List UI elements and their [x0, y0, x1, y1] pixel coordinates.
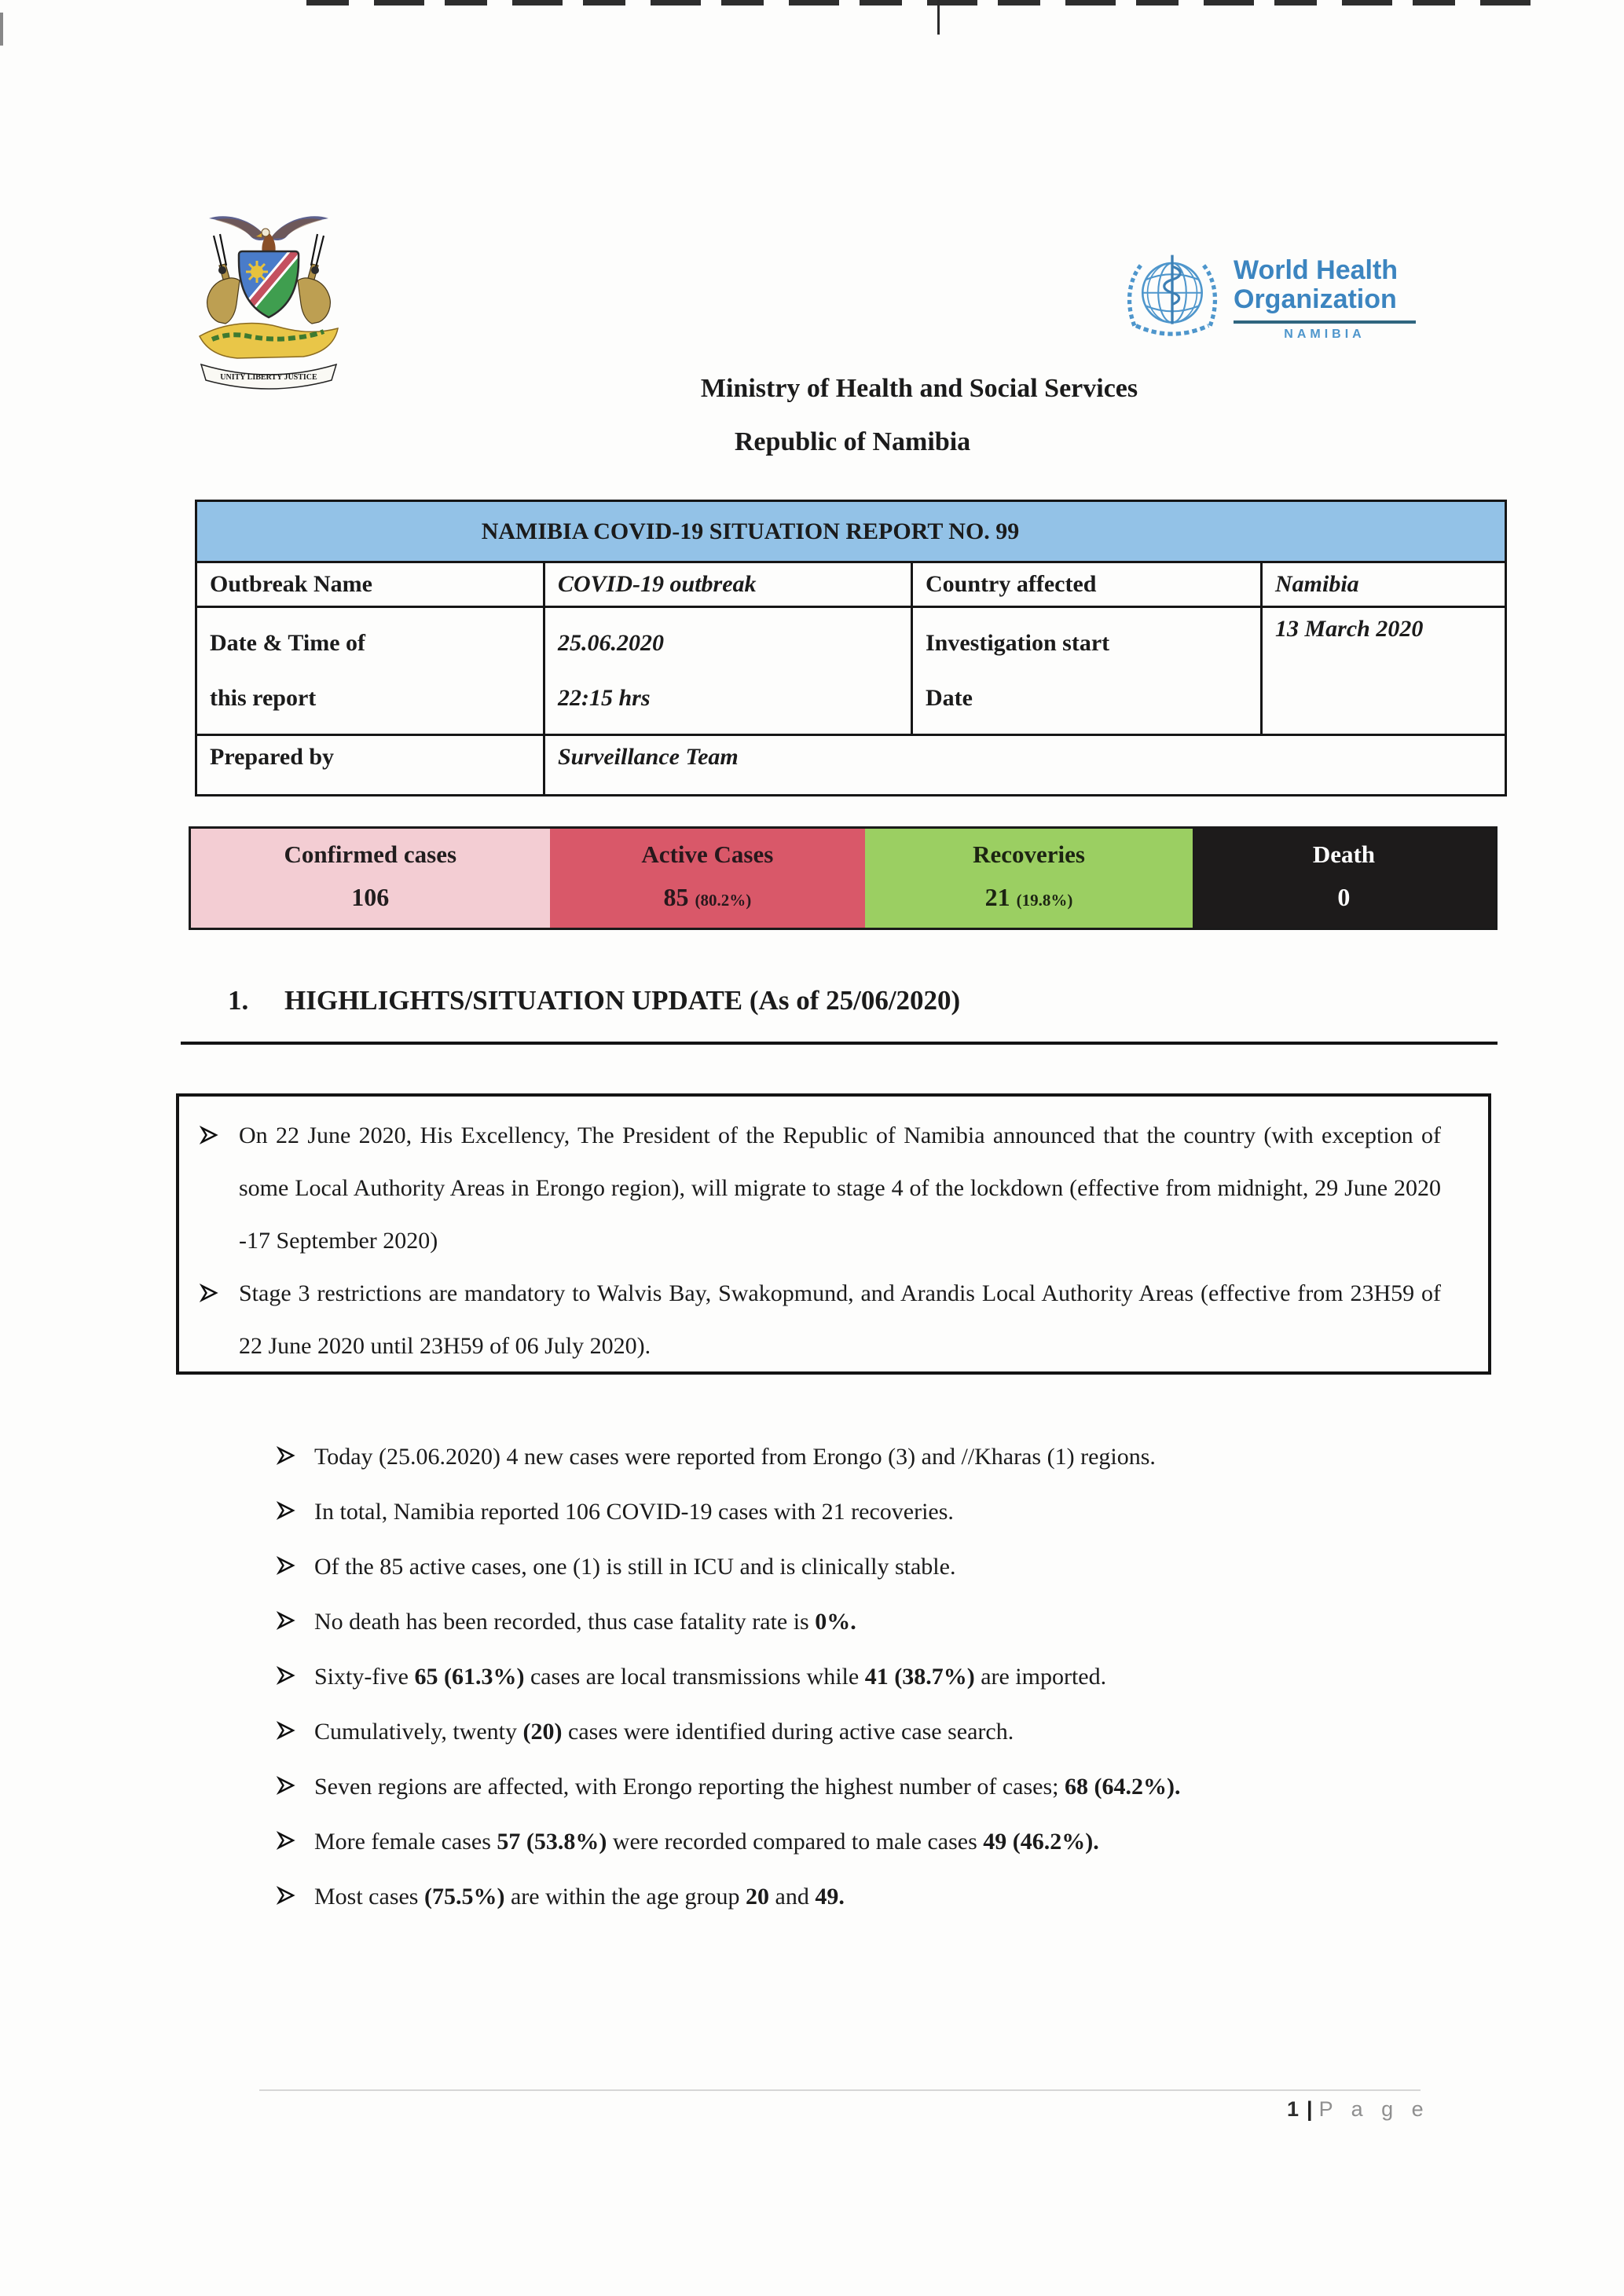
bullet-item	[277, 1869, 1518, 1924]
bullet-item	[195, 1109, 1461, 1267]
cell-date-time-label: Date & Time of this report	[196, 607, 544, 735]
stat-active-cases	[550, 829, 866, 928]
bullet-arrow-icon	[277, 1500, 295, 1525]
bullet-arrow-icon	[277, 1555, 295, 1580]
page-footer	[1287, 2097, 1430, 2122]
report-title-cell	[196, 501, 1506, 562]
section-number: 1.	[228, 985, 249, 1016]
cell-outbreak-name-value: COVID-19 outbreak	[544, 562, 912, 607]
section-title: HIGHLIGHTS/SITUATION UPDATE (As of 25/06/2020)	[284, 985, 961, 1016]
bullet-item	[277, 1540, 1518, 1595]
bullet-arrow-icon	[277, 1775, 295, 1800]
bullet-arrow-icon	[277, 1885, 295, 1910]
cell-outbreak-name-label: Outbreak Name	[196, 562, 544, 607]
scan-artifact	[306, 0, 1532, 5]
cell-investigation-label: Investigation start Date	[912, 607, 1262, 735]
bullet-text: No death has been recorded, thus case fatality rate is 0%.	[314, 1609, 856, 1635]
stat-label: Recoveries	[973, 840, 1085, 868]
stat-value: 106	[351, 883, 390, 911]
bullet-arrow-icon	[277, 1720, 295, 1745]
bullet-text: Cumulatively, twenty (20) cases were identified during active case search.	[314, 1719, 1014, 1745]
bullet-item	[277, 1814, 1518, 1869]
bullet-text: Today (25.06.2020) 4 new cases were reported from Erongo (3) and //Kharas (1) regions.	[314, 1444, 1156, 1470]
cell-prepared-by-value: Surveillance Team	[544, 735, 1506, 796]
page-separator: |	[1307, 2097, 1313, 2121]
scan-artifact	[0, 13, 3, 46]
bullet-item	[277, 1705, 1518, 1760]
scan-artifact	[937, 0, 940, 35]
cell-date-time-value: 25.06.2020 22:15 hrs	[544, 607, 912, 735]
stat-label: Confirmed cases	[284, 840, 457, 868]
bullet-item	[277, 1595, 1518, 1650]
stat-recoveries	[865, 829, 1193, 928]
report-title: NAMIBIA COVID-19 SITUATION REPORT NO. 99	[481, 518, 1020, 544]
stat-value: 85	[663, 883, 689, 911]
crest-motto: UNITY LIBERTY JUSTICE	[220, 373, 317, 382]
stat-value: 21	[984, 883, 1010, 911]
bullet-text: On 22 June 2020, His Excellency, The President of the Republic of Namibia announced that the country (with exception of some Local Authority Areas in Erongo region), will migrate to stage 4 of the lockdown (effective from midnight, 29 June 2020 -17 September 2020)	[239, 1122, 1441, 1254]
stat-deaths	[1193, 829, 1495, 928]
stat-percentage: (80.2%)	[695, 891, 752, 910]
cell-country-label: Country affected	[912, 562, 1262, 607]
case-summary-band	[189, 826, 1498, 930]
report-info-table	[195, 500, 1507, 796]
stat-value: 0	[1337, 883, 1351, 911]
cell-prepared-by-label: Prepared by	[196, 735, 544, 796]
bullet-text: In total, Namibia reported 106 COVID-19 cases with 21 recoveries.	[314, 1499, 954, 1525]
who-name-line2: Organization	[1234, 284, 1397, 314]
who-rule	[1234, 320, 1416, 324]
bullet-item	[195, 1267, 1461, 1372]
who-emblem-icon	[1122, 245, 1223, 349]
stat-label: Death	[1312, 840, 1376, 868]
namibia-coat-of-arms	[178, 204, 360, 393]
section-underline	[181, 1042, 1498, 1045]
situation-bullet-list	[277, 1430, 1518, 1924]
bullet-arrow-icon	[277, 1830, 295, 1855]
page-number: 1	[1287, 2097, 1300, 2121]
bullet-text: Stage 3 restrictions are mandatory to Walvis Bay, Swakopmund, and Arandis Local Authority Areas (effective from 23H59 of 22 June 2020 until 23H59 of 06 July 2020).	[239, 1280, 1441, 1359]
who-country-label: NAMIBIA	[1284, 328, 1366, 341]
bullet-text: More female cases 57 (53.8%) were recorded compared to male cases 49 (46.2%).	[314, 1829, 1099, 1855]
bullet-arrow-icon	[277, 1610, 295, 1635]
bullet-item	[277, 1650, 1518, 1705]
ministry-title: Ministry of Health and Social Services	[700, 374, 1138, 403]
cell-country-value: Namibia	[1262, 562, 1506, 607]
republic-title: Republic of Namibia	[734, 427, 971, 456]
bullet-text: Most cases (75.5%) are within the age group 20 and 49.	[314, 1884, 845, 1910]
bullet-text: Seven regions are affected, with Erongo reporting the highest number of cases; 68 (64.2%).	[314, 1774, 1181, 1800]
page-word: P a g e	[1318, 2097, 1430, 2121]
section-heading	[228, 985, 960, 1016]
stat-label: Active Cases	[641, 840, 774, 868]
who-name-line1: World Health	[1234, 255, 1399, 285]
stat-percentage: (19.8%)	[1016, 891, 1073, 910]
bullet-arrow-icon	[277, 1665, 295, 1690]
stat-confirmed-cases	[191, 829, 550, 928]
cell-investigation-value: 13 March 2020	[1262, 607, 1506, 735]
who-logo	[1122, 245, 1428, 349]
bullet-item	[277, 1485, 1518, 1540]
highlight-box	[176, 1093, 1491, 1375]
bullet-item	[277, 1760, 1518, 1814]
bullet-item	[277, 1430, 1518, 1485]
bullet-arrow-icon	[277, 1445, 295, 1470]
bullet-arrow-icon	[200, 1125, 218, 1149]
bullet-text: Sixty-five 65 (61.3%) cases are local transmissions while 41 (38.7%) are imported.	[314, 1664, 1107, 1690]
bullet-arrow-icon	[200, 1283, 218, 1307]
bullet-text: Of the 85 active cases, one (1) is still in ICU and is clinically stable.	[314, 1554, 956, 1580]
footer-rule	[259, 2089, 1421, 2091]
